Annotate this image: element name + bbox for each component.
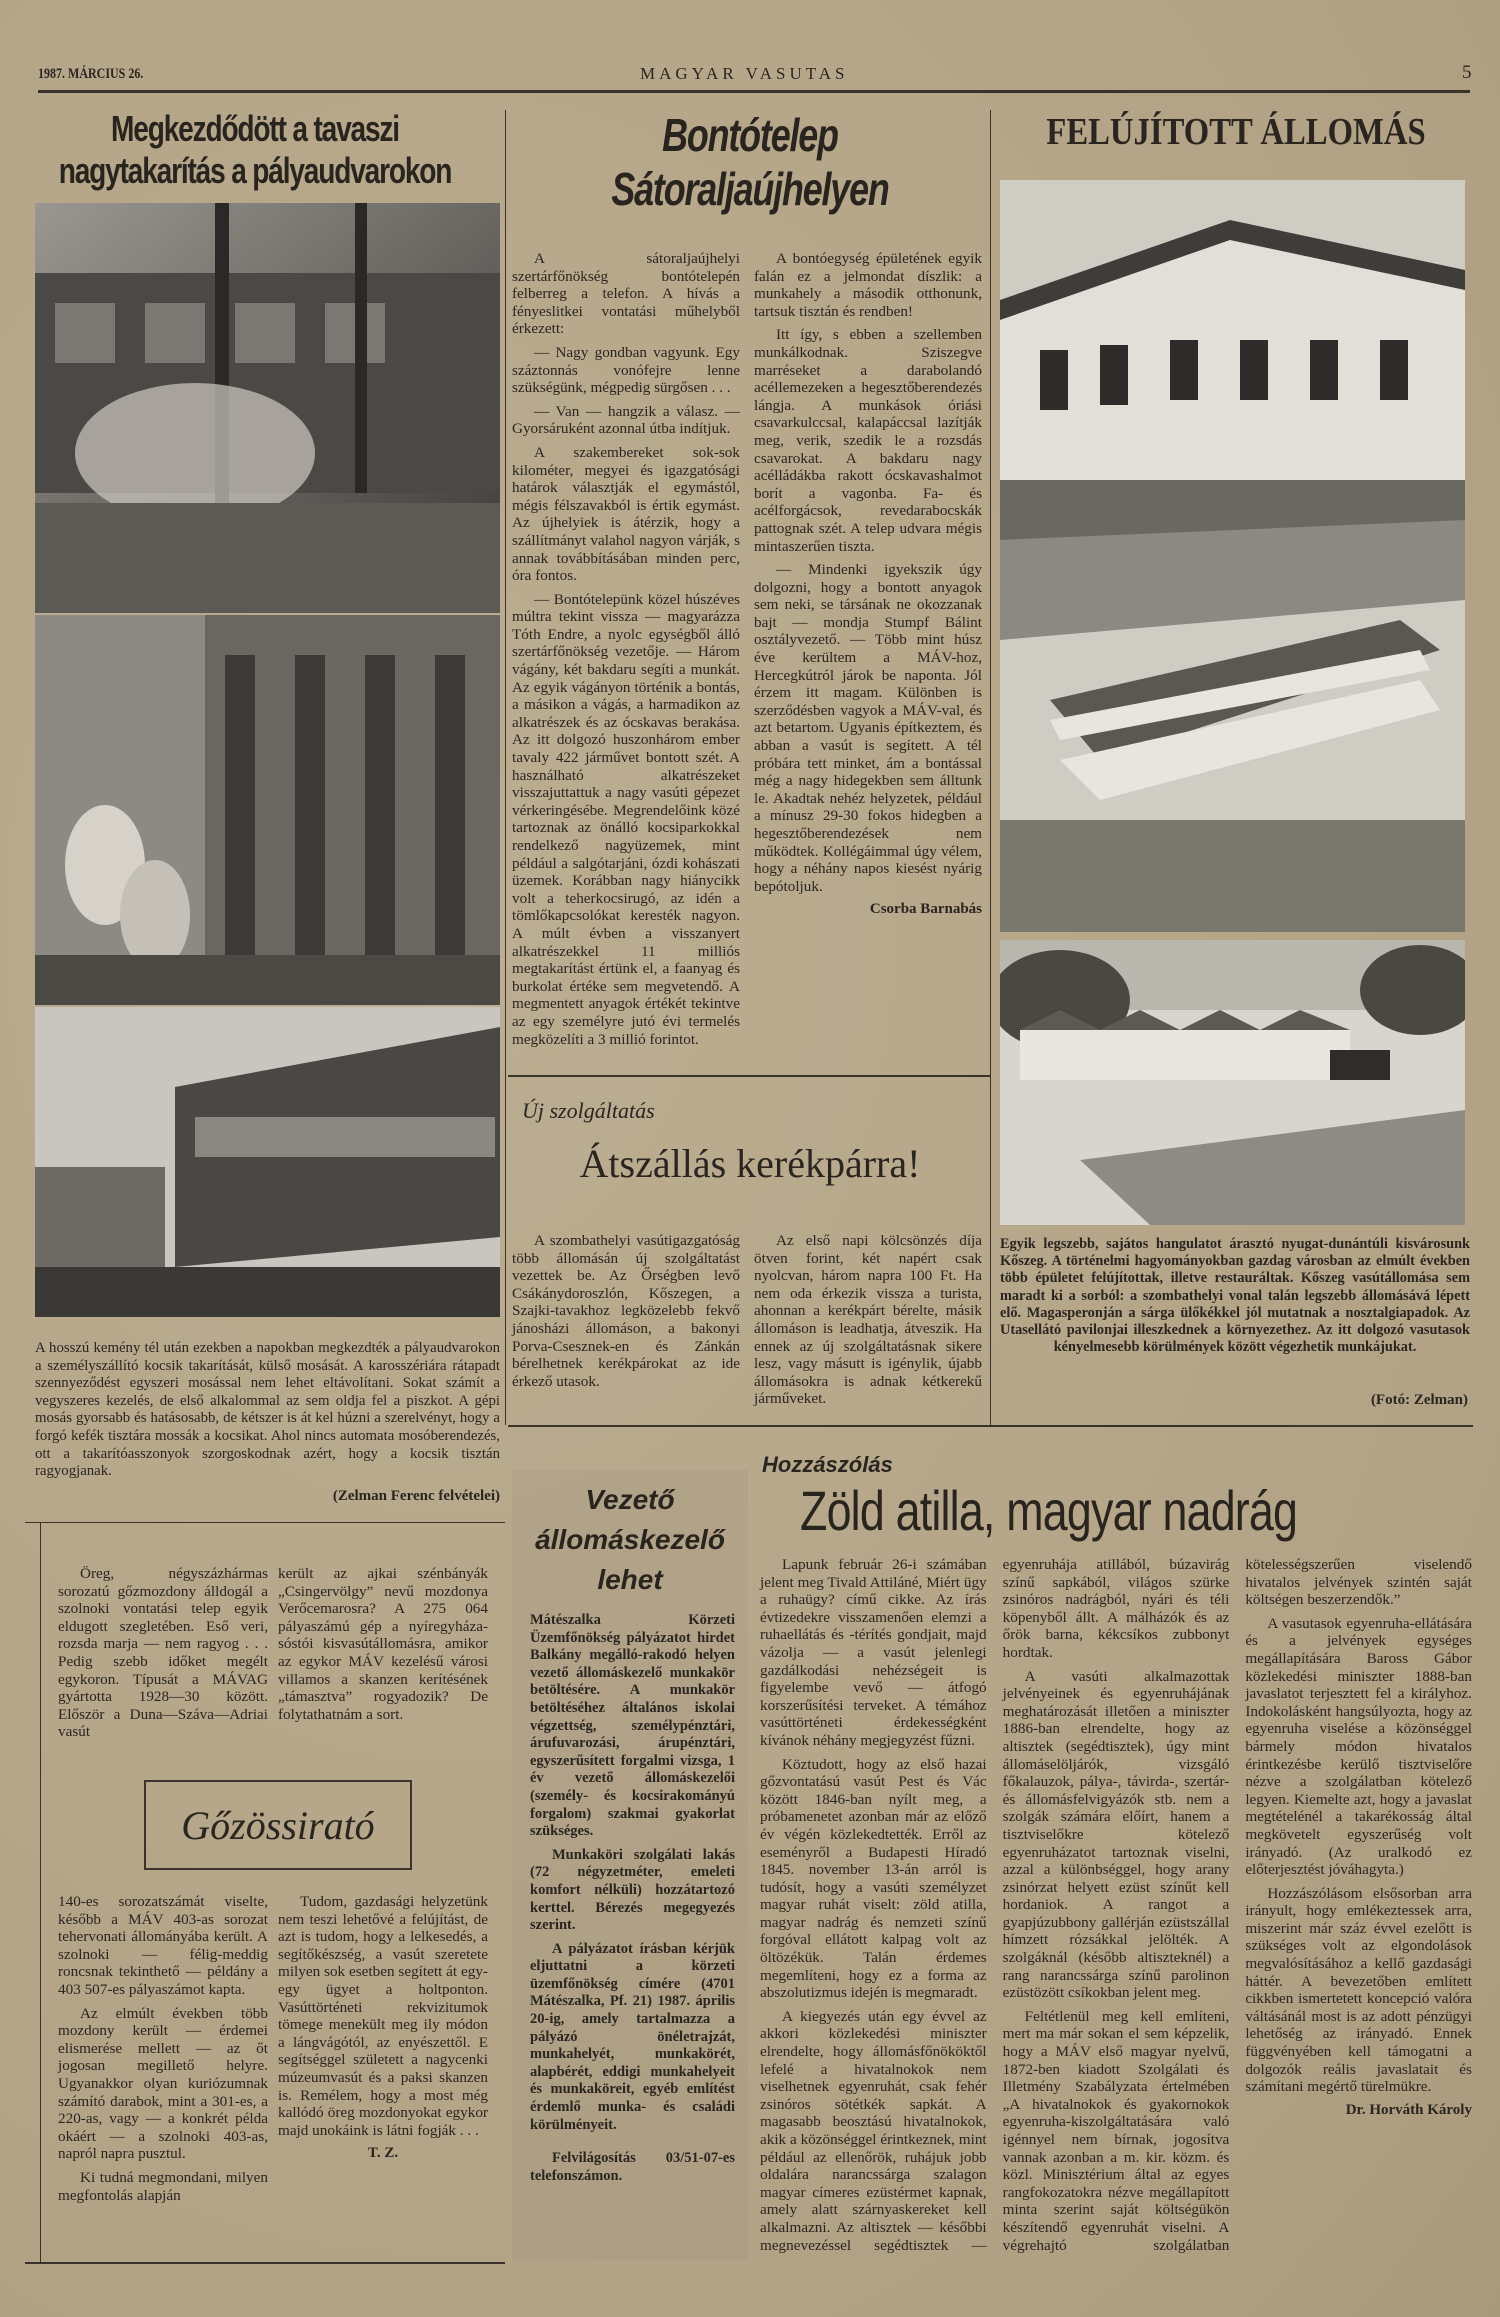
title-line: állomáskezelő [535, 1524, 725, 1555]
column-divider [505, 110, 506, 1425]
uniform-body [760, 1556, 1472, 2256]
paragraph: — Van — hangzik a válasz. — Gyorsáruként azonnal útba indítjuk. [512, 402, 740, 438]
photo-locomotive [35, 1007, 500, 1317]
bontotelep-body [512, 250, 982, 1058]
photo-cleaning-women [35, 615, 500, 1005]
column-divider [990, 110, 991, 1425]
section-rule [508, 1425, 1473, 1427]
header-rule [38, 90, 1470, 93]
uniform-kicker: Hozzászólás [762, 1452, 893, 1477]
title-line: Vezető [585, 1484, 675, 1515]
paragraph: A szakembereket sok-sok kilométer, megyei és igazgatósági határok választják el egymástól, mégis félszavakból is értik egymást. Az újhelyiek is átérzik, hogy a szállítmányt valahol nagyon várják, s annak továbbításában minden perc, óra fontos. [512, 443, 740, 585]
box-border [40, 1522, 41, 2262]
gozossirato-title-box [144, 1780, 412, 1870]
paragraph: Hozzászólásom elsősorban arra irányult, hogy emlékeztessek arra, miszerint már száz évvel ezelőtt is szükséges volt az elgondolások megvalósításához a kellő gazdasági háttér. A bevezetőben említett cikkben ismertetett koncepció valóra váltásánál most is az adott pénzügyi lehetőség az irányadó. Ennek függvényében kell támogatni a dolgozók reális javaslatait és számítani megértő türelmükre. [1245, 1884, 1472, 2096]
paragraph: Mátészalka Körzeti Üzemfőnökség pályázatot hirdet Balkány megálló-rakodó helyen vezető állomáskezelő munkakör betöltésére. A munkakör betöltéséhez általános iskolai végzettség, személypénztári, árufuvarozási, árupénztári, egyszerűsített forgalmi vizsga, 1 év vezető állomáskezelői (személy- és kocsirakományú forgalom) szakmai gyakorlat szükséges. [530, 1612, 735, 1840]
issue-date: 1987. MÁRCIUS 26. [38, 66, 144, 82]
photo-credit: (Fotó: Zelman) [1370, 1392, 1468, 1408]
author: Dr. Horváth Károly [1345, 2101, 1472, 2118]
cleaning-headline [56, 108, 454, 192]
paragraph: Öreg, négyszázhármas sorozatú gőzmozdony álldogál a szolnoki vontatási telep egyik eldugott szegletében. Eső veri, rozsda marja — nem ragyog . . . Pedig szebb időket megélt egykoron. Típusát a MÁVAG gyártotta 1928—30 között. Először a Duna—Száva—Adriai vasút [58, 1565, 268, 1741]
paragraph: A vasutasok egyenruha-ellátására és a jelvények egységes megállapítására Baross Gábor közlekedési miniszter 1888-ban javaslatot terjesztett fel a királyhoz. Indokolásként hangsúlyozta, hogy az egyenruha viselése a közönséggel bármely módon hivatalos érintkezésbe kerülő tisztviselőre nézve a szolgálatban kötelező legyen. Kiemelte azt, hogy a javaslat megtételénél a takarékosság által megkövetelt egyszerűség volt irányadó. (Az uralkodó ez előterjesztést jóváhagyta.) [1245, 1614, 1472, 1879]
paragraph: Munkaköri szolgálati lakás (72 négyzetméter, emeleti komfort nélküli) hozzátartozó kerttel. Bérezés megegyezés szerint. [530, 1846, 735, 1934]
job-ad-title [512, 1480, 748, 1600]
paragraph: A pályázatot írásban kérjük eljuttatni a körzeti üzemfőnökség címére (4701 Mátészalka, Pf. 21) 1987. április 20-ig, amely tartalmazza a pályázó önéletrajzát, munkahelyét, munkakörét, alapbérét, eddigi munkahelyeit és munkaköreit, egyéb említést érdemlő munka- és családi körülményeit. [530, 1940, 735, 2133]
title-line: lehet [597, 1564, 663, 1595]
gozossirato-text-top-left [58, 1565, 268, 1747]
bicycle-kicker: Új szolgáltatás [522, 1098, 655, 1123]
paragraph: A sátoraljaújhelyi szertárfőnökség bontótelepén felberreg a telefon. A hívás a fényeslitkei vontatási műhelyből érkezett: [512, 250, 740, 338]
photo-train-washing [35, 203, 500, 613]
station-headline: FELÚJÍTOTT ÁLLOMÁS [1046, 111, 1426, 153]
gozossirato-title: Gőzössirató [181, 1802, 375, 1848]
paragraph: — Nagy gondban vagyunk. Egy száztonnás vonófejre lenne szükségünk, mégpedig sürgősen . . . [512, 343, 740, 397]
uniform-headline: Zöld atilla, magyar nadrág [800, 1479, 1298, 1542]
paragraph: A bontóegység épületének egyik falán ez a jelmondat díszlik: a munkahely a második otthonunk, tartsuk tisztán és rendben! [754, 250, 982, 320]
bicycle-body [512, 1232, 982, 1417]
section-rule [25, 1522, 505, 1523]
section-rule [508, 1075, 990, 1077]
job-ad-body [530, 1612, 735, 2191]
station-caption: Egyik legszebb, sajátos hangulatot árasztó nyugat-dunántúli kisvárosunk Kőszeg. A történelmi hagyományokban gazdag városban az elmúlt években több épületet felújítottak, illetve restauráltak. Kőszeg vasútállomása sem maradt ki a sorból: a szombathelyi vonal talán legszebb állomásává lépett elő. Magasperonján a sárga ülőkékkel jól mutatnak a nosztalgiapadok. Az Utasellátó pavilonjai illeszkednek a környezethez. Az itt dolgozó vasutasok kényelmesebb körülmények között végezhetik munkájukat. [1000, 1236, 1470, 1356]
author: Csorba Barnabás [869, 901, 982, 918]
gozossirato-text-top-right [278, 1565, 488, 1729]
paragraph: A szombathelyi vasútigazgatóság több állomásán új szolgáltatást vezettek be. Az Őrségben levő Csákánydoroszlón, Kőszegen, a Szajki-tavakhoz legközelebb fekvő jánosházi állomáson, a bakonyi Porva-Csesznek-en és Zánkán bérelhetnek kerékpárokat az ide érkező utasok. [512, 1232, 740, 1390]
headline-line: Sátoraljaújhelyen [611, 163, 889, 215]
paragraph: — Mindenki igyekszik úgy dolgozni, hogy a bontott anyagok sem neki, se társának ne okozzanak bajt — mondja Stumpf Bálint osztályvezető. — Több mint húsz éve kerültem a MÁV-hoz, Hercegkútról járok be naponta. Jól érzem itt magam. Különben is szerződésben vagyok a MÁV-val, és azt betartom. Ugyanis építkeztem, és abban a vasút is segített. A tél próbára tett minket, ám a bontással még a nagy hidegekben sem álltunk le. Akadtak nehéz helyzetek, például a mínusz 29-30 fokos hidegben a hegesztőberendezések nem működtek. Kollégáimmal úgy vélem, hogy a néhány napos kiesést nyárig bepótoljuk. [754, 561, 982, 895]
photo-station-building [1000, 180, 1465, 932]
paragraph: Itt így, s ebben a szellemben munkálkodnak. Sziszegve marréseket a darabolandó acéllemezeken a hegesztőberendezés lángja. A munkások óriási csavarkulccsal, kalapáccsal lazítják meg, verik, szedik le a rozsdás csavarokat. A bakdaru nagy acélládákba rakott ócskavashalmot borít a vagonba. Fa- és acélforgácsok, revedarabocskák pattognak szét. A telep udvara mégis mintaszerűen tiszta. [754, 326, 982, 555]
paragraph: A kiegyezés után egy évvel az akkori közlekedési miniszter elrendelte, hogy állomásfőnököktől lefelé a hivatalnokok nem viselhetnek egyenruhát, csak fehér zsinóros sötétkék sapkát. A magasabb beosztású hivatalnokok, akik a közönséggel érintkeznek, mint például az ellenőrök, ruhájuk jobb oldalára narancssárga szalagon magyar címeres ezüstérmet kapnak, amely alatt szárnyaskereket kell alkalmazni. Az altisztek — későbbi megnevezéssel segédtisztek — egyenruhája atillából, búzavirág színű sapkából, világos szürke zsinóros nadrágból, nyári és téli köpenyből állt. A málházók és az őrök barna, kékcsíkos zubbonyt hordtak. [760, 1556, 1230, 2254]
paragraph: 140-es sorozatszámát viselte, később a MÁV 403-as sorozat tehervonati állományába került. A szolnoki — félig-meddig roncsnak tekinthető — példány a 403 507-es pályaszámot kapta. [58, 1893, 268, 1998]
bottom-rule [25, 2262, 505, 2264]
paragraph: Lapunk február 26-i számában jelent meg Tivald Attiláné, Miért ügy a ruhaügy? című cikke. Az írás évtizedekre visszamenően elemzi a ruhaellátás és -térítés gondjait, majd vázolja — a vasút jelenlegi gazdálkodási nehézségeit is figyelembe vevő — átfogó korszerűsítési terveket. A témához vasúttörténeti érdekességként kívánok néhány megjegyzést fűzni. [760, 1556, 987, 1749]
paragraph: Feltétlenül meg kell említeni, mert ma már sokan el sem képzelik, hogy a MÁV első magyar nyelvű, 1872-ben kiadott Szolgálati és Illetmény Szabályzata értelmében „A hivatalnokok és gyakornokok egyenruha-kiszolgáltatására való igénnyel nem bírnak, jogosítva vannak azonban a m. kir. közm. és közl. Minisztérium által az egyes rangfokozatokra nézve megállapított minta szerint saját költségükön készítendő egyenruhát viselni. A végrehajtó szolgálatban kötelességszerűen viselendő hivatalos jelvények szintén saját költségen beszerzendők.” [1002, 1556, 1472, 2254]
headline-line: Bontótelep [662, 109, 838, 161]
paragraph: — Bontótelepünk közel húszéves múltra tekint vissza — magyarázza Tóth Endre, a nyolc egységből álló szertárfőnökség vezetője. — Három vágány, két bakdaru segíti a munkát. Az egyik vágányon történik a bontás, a másikon a vágás, a harmadikon az alkatrészek és az ócskavas berakása. Az itt dolgozó huszonhárom ember tavaly 422 járművet bontott szét. A használható alkatrészeket visszajuttattuk a nagy vasúti gépezet vérkeringésébe. Megrendelőink közé tartoznak az önálló kocsiparkokkal rendelkező nagyüzemek, mint például a salgótarjáni, ózdi kohászati üzemek. Korábban nagy hiánycikk volt a teherkocsirugó, az idén a tömlőkapcsolókat keresték nagyon. A múlt évben a visszanyert alkatrészekkel 11 milliós megtakarítást értünk el, a faanyag és burkolat értéke sem megvetendő. A megmentett anyagok értékét tekintve az egy személyre jutó évi termelés megközelíti a 3 millió forintot. [512, 590, 740, 1048]
paragraph: került az ajkai szénbányák „Csingervölgy” nevű mozdonya Verőcemarosra? A 275 064 pályaszámú gép a nyíregyháza-sóstói kisvasútállomásra, amikor az egykor MÁV kezelésű városi villamos a skanzen kerítésének „támasztva” rogyadozik? De folytathatnám a sort. [278, 1565, 488, 1723]
masthead: MAGYAR VASUTAS [640, 64, 849, 83]
bicycle-headline: Átszállás kerékpárra! [579, 1141, 921, 1186]
paragraph: Köztudott, hogy az első hazai gőzvontatású vasút Pest és Vác között 1846-ban nyílt meg, a próbamenetet azonban már az előző év végén közlekedtették. Erről az eseményről a Budapesti Híradó 1845. november 13-án arról is tudósít, hogy a vasúti személyzet magyar ruhát viselt: zöld atilla, magyar nadrág és nemzeti színű forgóval ellátott kalpag volt az öltözékük. Talán érdemes megemlíteni, hogy ez a forma az abszolutizmus idején is megmaradt. [760, 1755, 987, 2002]
bontotelep-headline [563, 108, 937, 216]
photo-station-pavilions [1000, 940, 1465, 1225]
paragraph: Az elmúlt években több mozdony került — érdemei elismerése mellett — az őt jogosan megillető helyre. Ugyanakkor olyan kuriózumnak számító darabok, mint a 301-es, a 220-as, vagy — a konkrét példa okáért — a szolnoki 403-as, napról napra pusztul. [58, 2004, 268, 2163]
paragraph: Tudom, gazdasági helyzetünk nem teszi lehetővé a felújítást, de azt is tudom, hogy a lelkesedés, a segítőkészség, a vasút szeretete milyen sok esetben segített át egy-egy ügyet a holtponton. Vasúttörténeti rekvizitumok tömege menekült meg ily módon a lángvágótól, az enyészettől. E segítséggel született a nagycenki múzeumvasút és a paksi skanzen is. Remélem, hogy a most még kallódó öreg mozdonyokat egykor majd unokáink is látni fogják . . . [278, 1893, 488, 2139]
gozossirato-text-bottom-left [58, 1893, 268, 2210]
paragraph: Felvilágosítás 03/51-07-es telefonszámon. [530, 2150, 735, 2184]
headline-line: nagytakarítás a pályaudvarokon [58, 150, 452, 191]
author: T. Z. [367, 2145, 399, 2162]
photo-credit: (Zelman Ferenc felvételei) [332, 1488, 500, 1504]
gozossirato-text-bottom-right [278, 1893, 488, 2163]
paragraph: Ki tudná megmondani, milyen megfontolás alapján [58, 2168, 268, 2204]
cleaning-caption: A hosszú kemény tél után ezekben a napokban megkezdték a pályaudvarokon a személyszállító kocsik takarítását, külső mosását. A karosszériára rátapadt szennyeződést egyszeri mosással nem lehet eltávolítani. Sokat számít a vegyszeres kezelés, de első alkalommal az sem oldja fel a piszkot. A gépi mosás gyorsabb és hatásosabb, de kétszer is át kel húzni a szerelvényt, hogy a forgó kefék tisztára mossák a kocsikat. Ahol nincs automata mosóberendezés, ott a takarítóasszonyok szorgoskodnak azért, hogy a kocsik tisztán ragyogjanak. [35, 1340, 500, 1480]
page-number: 5 [1462, 62, 1472, 83]
paragraph: A vasúti alkalmazottak jelvényeinek és egyenruhájának meghatározását illetően a miniszter 1886-ban elrendelte, hogy az altisztek (segédtisztek), úgy mint állomáselöljárók, vizsgáló főkalauzok, pálya-, távirda-, szertár- és állomásfelvigyázók stb. nem a szolgák számára előírt, hanem a tisztviselőkre kötelező egyenruházatot tartoznak viselni, azzal a különbséggel, hogy arany zsinórzat helyett ezüst színűt kell hordaniok. A rangot a gyapjúzubbony gallérján ezüstszállal hímzett rózsákkal jelölték. A szolgáknál (később altiszteknél) a rang narancssárga színű parolinon ezüstözött csíkokban jelent meg. [1002, 1667, 1230, 2002]
paragraph: Az első napi kölcsönzés díja ötven forint, két napért csak nyolcvan, három napra 100 Ft. Ha nem oda érkezik vissza a turista, ahonnan a kerékpárt bérelte, másik állomáson is leadhatja, átveszik. Ha ennek az új szolgáltatásnak sikere lesz, vagy másutt is igénylik, újabb állomásokra is adnak kétkerekű járműveket. [754, 1232, 982, 1408]
headline-line: Megkezdődött a tavaszi [111, 108, 399, 149]
